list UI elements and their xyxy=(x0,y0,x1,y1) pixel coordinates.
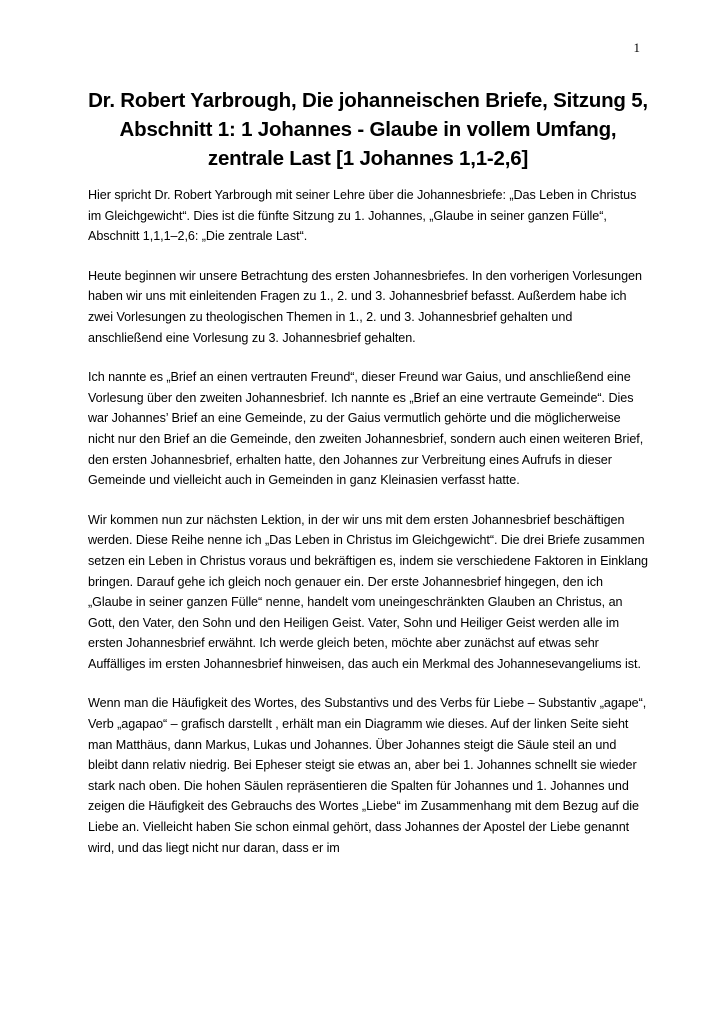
paragraph-letter-to-friend: Ich nannte es „Brief an einen vertrauten Freund“, dieser Freund war Gaius, und anschließend eine Vorlesung über den zweiten Johannesbrief. Ich nannte es „Brief an eine vertraute Gemeinde“. Dies war Johannes’ Brief an eine Gemeinde, zu der Gaius vermutlich gehörte und die möglicherweise nicht nur den Brief an die Gemeinde, den zweiten Johannesbrief, sondern auch einen weiteren Brief, den ersten Johannesbrief, erhalten hatte, den Johannes zur Verbreitung eines Aufrufs in dieser Gemeinde und vielleicht auch in Gemeinden in ganz Kleinasien verfasst hatte. xyxy=(88,370,644,488)
document-title: Dr. Robert Yarbrough, Die johanneischen Briefe, Sitzung 5, Abschnitt 1: 1 Johannes - Glaube in vollem Umfang, zentrale Last [1 Johannes 1,1-2,6] xyxy=(88,89,648,170)
paragraph-intro: Hier spricht Dr. Robert Yarbrough mit seiner Lehre über die Johannesbriefe: „Das Leben in Christus im Gleichgewicht“. Dies ist die fünfte Sitzung zu 1. Johannes, „Glaube in seiner ganzen Fülle“, Abschnitt 1,1,1–2,6: „Die zentrale Last“. xyxy=(88,188,637,244)
page-number: 1 xyxy=(633,40,640,55)
paragraph-next-lesson: Wir kommen nun zur nächsten Lektion, in der wir uns mit dem ersten Johannesbrief beschäftigen werden. Diese Reihe nenne ich „Das Leben in Christus im Gleichgewicht“. Die drei Briefe zusammen setzen ein Leben in Christus voraus und bekräftigen es, indem sie verschiedene Faktoren in Einklang bringen. Darauf gehe ich gleich noch genauer ein. Der erste Johannesbrief hingegen, den ich „Glaube in seiner ganzen Fülle“ nenne, handelt vom uneingeschränkten Glauben an Christus, an Gott, den Vater, den Sohn und den Heiligen Geist. Vater, Sohn und Heiliger Geist werden alle im ersten Johannesbrief erwähnt. Ich werde gleich beten, möchte aber zunächst auf etwas sehr Auffälliges im ersten Johannesbrief hinweisen, das auch ein Merkmal des Johannesevangeliums ist. xyxy=(88,512,648,671)
paragraph-love-frequency: Wenn man die Häufigkeit des Wortes, des Substantivs und des Verbs für Liebe – Substantiv „agape“, Verb „agapao“ – grafisch darstellt , erhält man ein Diagramm wie dieses. Auf der linken Seite sieht man Matthäus, dann Markus, Lukas und Johannes. Über Johannes steigt die Säule steil an und bleibt dann relativ niedrig. Bei Epheser steigt sie etwas an, aber bei 1. Johannes schnellt sie wieder stark nach oben. Die hohen Säulen repräsentieren die Spalten für Johannes und 1. Johannes und zeigen die Häufigkeit des Gebrauchs des Wortes „Liebe“ im Zusammenhang mit dem Bezug auf die Liebe an. Vielleicht haben Sie schon einmal gehört, dass Johannes der Apostel der Liebe genannt wird, und das liegt nicht nur daran, dass er im xyxy=(88,696,647,855)
paragraph-previous-lectures: Heute beginnen wir unsere Betrachtung des ersten Johannesbriefes. In den vorherigen Vorlesungen haben wir uns mit einleitenden Fragen zu 1., 2. und 3. Johannesbrief befasst. Außerdem habe ich zwei Vorlesungen zu theologischen Themen in 1., 2. und 3. Johannesbrief gehalten und anschließend eine Vorlesung zu 3. Johannesbrief gehalten. xyxy=(88,268,642,345)
document-body xyxy=(88,86,648,877)
